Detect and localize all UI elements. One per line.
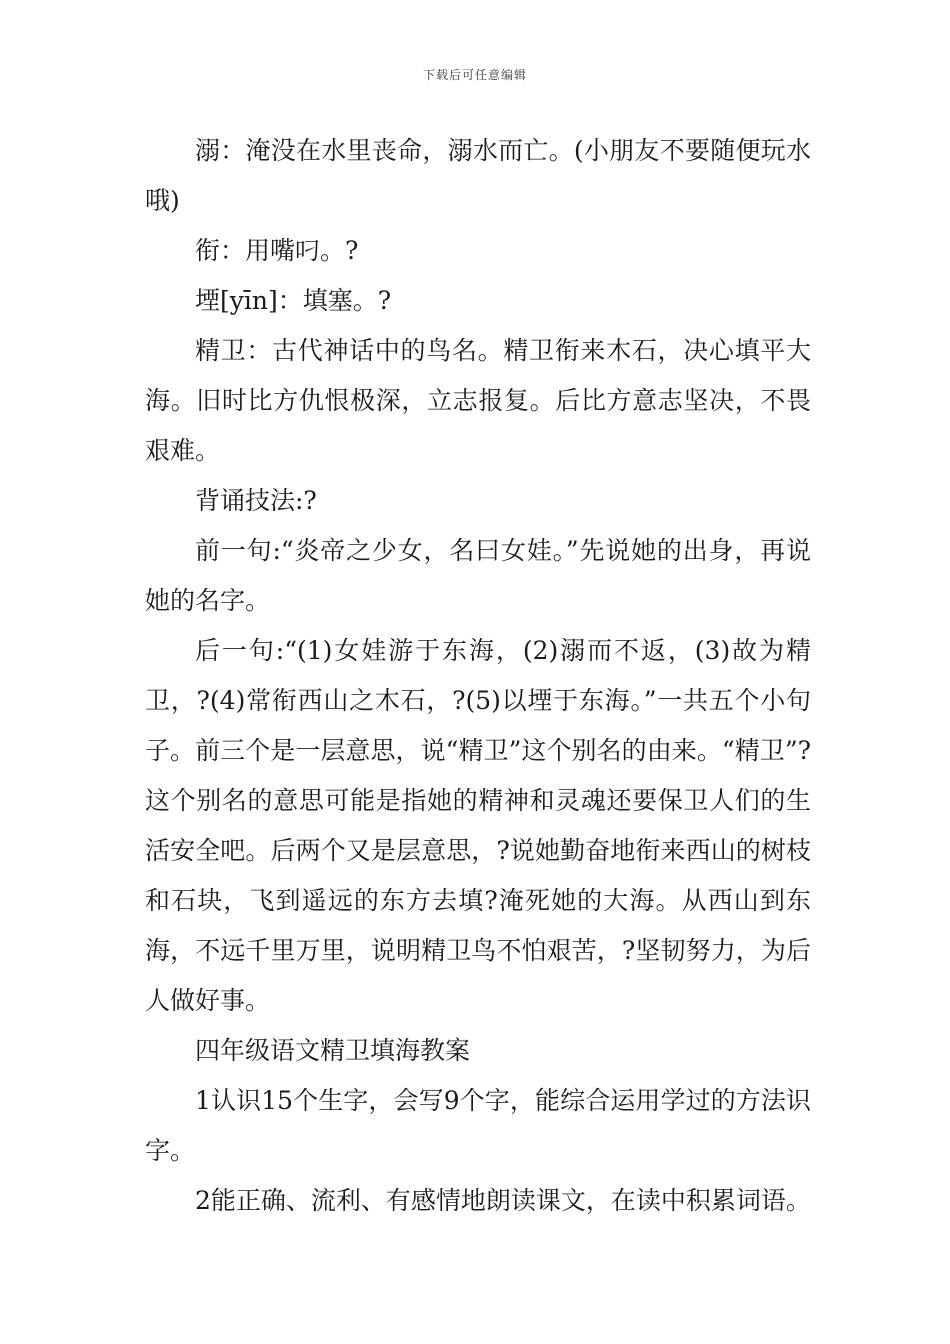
paragraph-objective-1: 1认识15个生字，会写9个字，能综合运用学过的方法识字。 xyxy=(145,1086,811,1165)
paragraph-definition-jingwei: 精卫：古代神话中的鸟名。精卫衔来木石，决心填平大海。旧时比方仇恨极深，立志报复。后比方意志坚决，不畏艰难。 xyxy=(145,336,811,465)
paragraph-first-sentence: 前一句:“炎帝之少女，名曰女娃。”先说她的出身，再说她的名字。 xyxy=(145,536,811,615)
paragraph-lesson-title: 四年级语文精卫填海教案 xyxy=(195,1036,471,1065)
paragraph-definition-xian: 衔：用嘴叼。? xyxy=(195,236,359,265)
page-header: 下载后可任意编辑 xyxy=(422,68,527,82)
paragraph-recitation-heading: 背诵技法:? xyxy=(195,486,317,515)
paragraph-objective-2: 2能正确、流利、有感情地朗读课文，在读中积累词语。 xyxy=(195,1186,811,1215)
paragraph-definition-yin: 堙[yīn]：填塞。? xyxy=(195,286,392,315)
paragraph-second-sentence: 后一句:“(1)女娃游于东海，(2)溺而不返，(3)故为精卫，?(4)常衔西山之木石，?(5)以堙于东海。”一共五个小句子。前三个是一层意思，说“精卫”这个别名的由来。“精卫”?这个别名的意思可能是指她的精神和灵魂还要保卫人们的生活安全吧。后两个又是层意思，?说她勤奋地衔来西山的树枝和石块，飞到遥远的东方去填?淹死她的大海。从西山到东海，不远千里万里，说明精卫鸟不怕艰苦，?坚韧努力，为后人做好事。 xyxy=(145,636,811,1015)
paragraph-definition-ni: 溺：淹没在水里丧命，溺水而亡。(小朋友不要随便玩水哦) xyxy=(145,136,811,215)
document-body xyxy=(145,126,811,1226)
